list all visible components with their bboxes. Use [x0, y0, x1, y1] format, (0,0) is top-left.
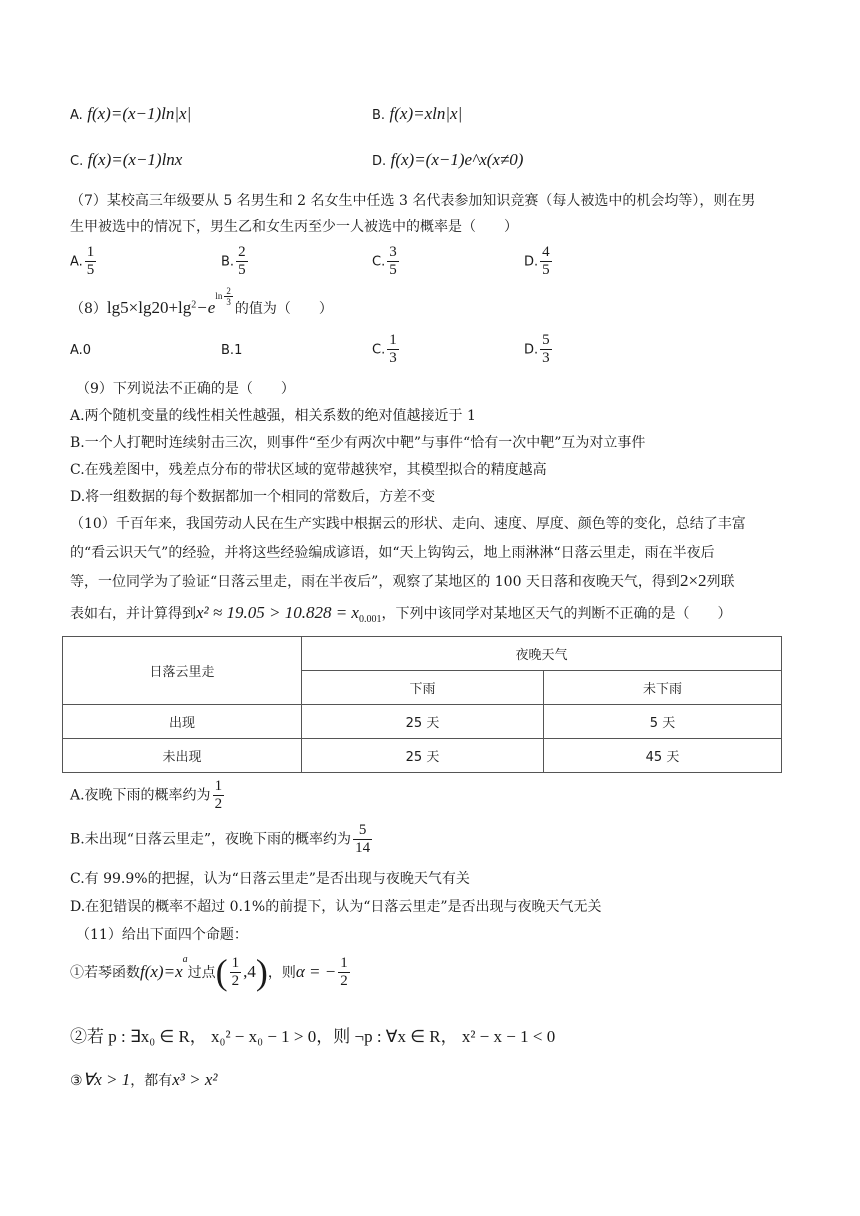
q10-line-4 — [70, 603, 731, 625]
option-label: B. — [221, 343, 235, 358]
table-group-header: 夜晚天气 — [302, 637, 782, 671]
option-b-q6 — [372, 104, 462, 124]
exponent: a — [182, 954, 188, 965]
math-expression: lg5×lg20+lg — [106, 298, 192, 317]
table-cell: 25 天 — [302, 705, 544, 739]
fraction — [236, 244, 248, 279]
table-corner-header: 日落云里走 — [63, 637, 302, 705]
text-segment: 等，一位同学为了验证“日落云里走，雨在半夜后”，观察了某地区的 100 天日落和夜晚天气，得到 — [70, 574, 680, 590]
table-cell: 45 天 — [544, 739, 782, 773]
text-segment: 过点 — [187, 965, 216, 981]
math-expression: ∀x > 1 — [82, 1070, 131, 1089]
q9-option-c: C.在残差图中，残差点分布的带状区域的宽带越狭窄，其模型拟合的精度越高 — [70, 462, 547, 478]
exponent-ln: ln — [215, 291, 223, 301]
table-row — [63, 739, 782, 773]
option-label: A. — [70, 254, 83, 270]
option-expression: f(x)=(x−1)lnx — [87, 150, 183, 169]
q7-option-c — [372, 244, 401, 279]
denominator: 2 — [214, 796, 223, 812]
q7-option-d — [524, 244, 554, 279]
option-label: C. — [372, 342, 386, 358]
fraction — [353, 822, 372, 857]
q9-option-b: B.一个人打靶时连续射击三次，则事件“至少有两次中靶”与事件“恰有一次中靶”互为对立事件 — [70, 435, 646, 451]
numerator: 2 — [226, 286, 231, 297]
q10-option-a — [70, 778, 226, 813]
numerator: 3 — [389, 244, 397, 260]
math-expression: ②若 p : ∃x₀ ∈ R， x₀² − x₀ − 1 > 0，则 ¬p : ∀x ∈ R， x² − x − 1 < 0 — [70, 1027, 556, 1046]
option-expression: f(x)=(x−1)e^x(x≠0) — [390, 150, 524, 169]
q10-line-1: （10）千百年来，我国劳动人民在生产实践中根据云的形状、走向、速度、厚度、颜色等的变化，总结了丰富 — [70, 516, 746, 532]
option-label: B. — [372, 108, 386, 123]
numerator: 1 — [231, 954, 240, 971]
denominator: 2 — [231, 972, 240, 989]
math-expression: α = − — [295, 962, 337, 981]
denominator: 5 — [389, 262, 397, 278]
q10-option-b — [70, 822, 374, 857]
numerator: 1 — [86, 244, 95, 260]
table-row — [63, 705, 782, 739]
option-expression: f(x)=xln|x| — [389, 104, 463, 123]
q10-option-d: D.在犯错误的概率不超过 0.1%的前提下，认为“日落云里走”是否出现与夜晚天气无关 — [70, 899, 602, 915]
q9-option-a: A.两个随机变量的线性相关性越强，相关系数的绝对值越接近于 1 — [70, 408, 476, 424]
contingency-table — [62, 636, 782, 773]
q7-line-2: 生甲被选中的情况下，男生乙和女生丙至少一人被选中的概率是（ ） — [70, 219, 518, 235]
math-expression: x² ≈ 19.05 > 10.828 = x — [196, 603, 359, 622]
q8-option-b — [221, 342, 242, 358]
q11-stem: （11）给出下面四个命题： — [76, 927, 248, 943]
table-row-label: 出现 — [63, 705, 302, 739]
numerator: 2 — [238, 244, 246, 260]
q8-option-c — [372, 332, 401, 367]
e-exponent — [215, 286, 235, 308]
option-label: D. — [524, 254, 539, 270]
denominator: 5 — [238, 262, 246, 278]
exponent-fraction — [224, 286, 233, 307]
option-label: C. — [70, 154, 84, 169]
option-label: A. — [70, 108, 83, 123]
left-paren: ( — [215, 952, 228, 992]
fraction — [540, 332, 552, 367]
denominator: 3 — [389, 350, 397, 366]
right-paren: ) — [255, 952, 268, 992]
q7-line-1: （7）某校高三年级要从 5 名男生和 2 名女生中任选 3 名代表参加知识竞赛（每人被选中的机会均等），则在男 — [70, 193, 756, 209]
question-number: （8） — [70, 301, 107, 317]
numerator: 1 — [214, 778, 223, 794]
option-label: B. — [221, 254, 235, 270]
q10-line-3 — [70, 571, 735, 591]
q8-option-a — [70, 342, 91, 358]
numerator: 1 — [340, 954, 348, 971]
table-row-label: 未出现 — [63, 739, 302, 773]
option-expression: f(x)=(x−1)ln|x| — [87, 104, 192, 123]
fraction — [338, 955, 350, 990]
denominator: 3 — [542, 350, 550, 366]
q10-option-c: C.有 99.9%的把握，认为“日落云里走”是否出现与夜晚天气有关 — [70, 871, 470, 887]
text-segment: ，下列中该同学对某地区天气的判断不正确的是（ ） — [381, 606, 732, 622]
option-d-q6 — [372, 150, 523, 170]
text-segment: ，都有 — [130, 1073, 173, 1089]
option-label: D. — [372, 154, 387, 169]
fraction — [387, 332, 399, 367]
fraction — [540, 244, 552, 279]
fraction — [230, 955, 242, 990]
numerator: 1 — [389, 332, 397, 348]
q8-option-d — [524, 332, 554, 367]
table-col-header: 未下雨 — [544, 671, 782, 705]
text-segment: ③ — [70, 1073, 83, 1089]
denominator: 3 — [226, 297, 231, 308]
option-c-q6 — [70, 150, 182, 170]
q9-stem: （9）下列说法不正确的是（ ） — [76, 381, 295, 397]
numerator: 4 — [542, 244, 550, 260]
question-suffix: 的值为（ ） — [234, 301, 333, 317]
math-expression: 2×2 — [679, 571, 707, 590]
q11-proposition-3 — [70, 1070, 217, 1090]
numerator: 5 — [358, 822, 367, 838]
option-text: B.未出现“日落云里走”，夜晚下雨的概率约为 — [70, 831, 352, 848]
fraction — [85, 244, 97, 279]
text-segment: 列联 — [706, 574, 735, 590]
subscript: 0.001 — [358, 613, 382, 625]
table-col-header: 下雨 — [302, 671, 544, 705]
option-value: 1 — [234, 343, 243, 358]
math-expression: x³ > x² — [172, 1070, 218, 1089]
option-text: A.夜晚下雨的概率约为 — [70, 787, 211, 804]
q10-line-2: 的“看云识天气”的经验，并将这些经验编成谚语，如“天上钩钩云，地上雨淋淋“日落云里走，雨在半夜后 — [70, 545, 715, 561]
fraction — [387, 244, 399, 279]
q11-proposition-2 — [70, 1022, 555, 1047]
table-cell: 5 天 — [544, 705, 782, 739]
option-label: D. — [524, 342, 539, 358]
option-value: 0 — [82, 343, 92, 358]
option-label: C. — [372, 254, 386, 270]
q9-option-d: D.将一组数据的每个数据都加一个相同的常数后，方差不变 — [70, 489, 436, 505]
option-a-q6 — [70, 104, 191, 124]
math-expression: ,4 — [243, 962, 256, 981]
numerator: 5 — [542, 332, 550, 348]
denominator: 2 — [340, 972, 348, 989]
text-segment: ①若琴函数 — [70, 965, 140, 981]
q7-option-b — [221, 244, 250, 279]
denominator: 5 — [86, 262, 95, 278]
fraction — [213, 778, 225, 813]
text-segment: 表如右，并计算得到 — [70, 606, 196, 622]
q11-proposition-1 — [70, 954, 352, 990]
q7-option-a — [70, 244, 98, 279]
denominator: 5 — [542, 262, 550, 278]
math-expression: f(x)=x — [140, 962, 183, 981]
math-expression: −e — [196, 298, 216, 317]
denominator: 14 — [355, 840, 371, 856]
exponent: 2 — [191, 299, 197, 311]
q8-stem — [70, 286, 333, 321]
text-segment: ，则 — [267, 965, 296, 981]
table-cell: 25 天 — [302, 739, 544, 773]
option-label: A. — [70, 343, 83, 358]
